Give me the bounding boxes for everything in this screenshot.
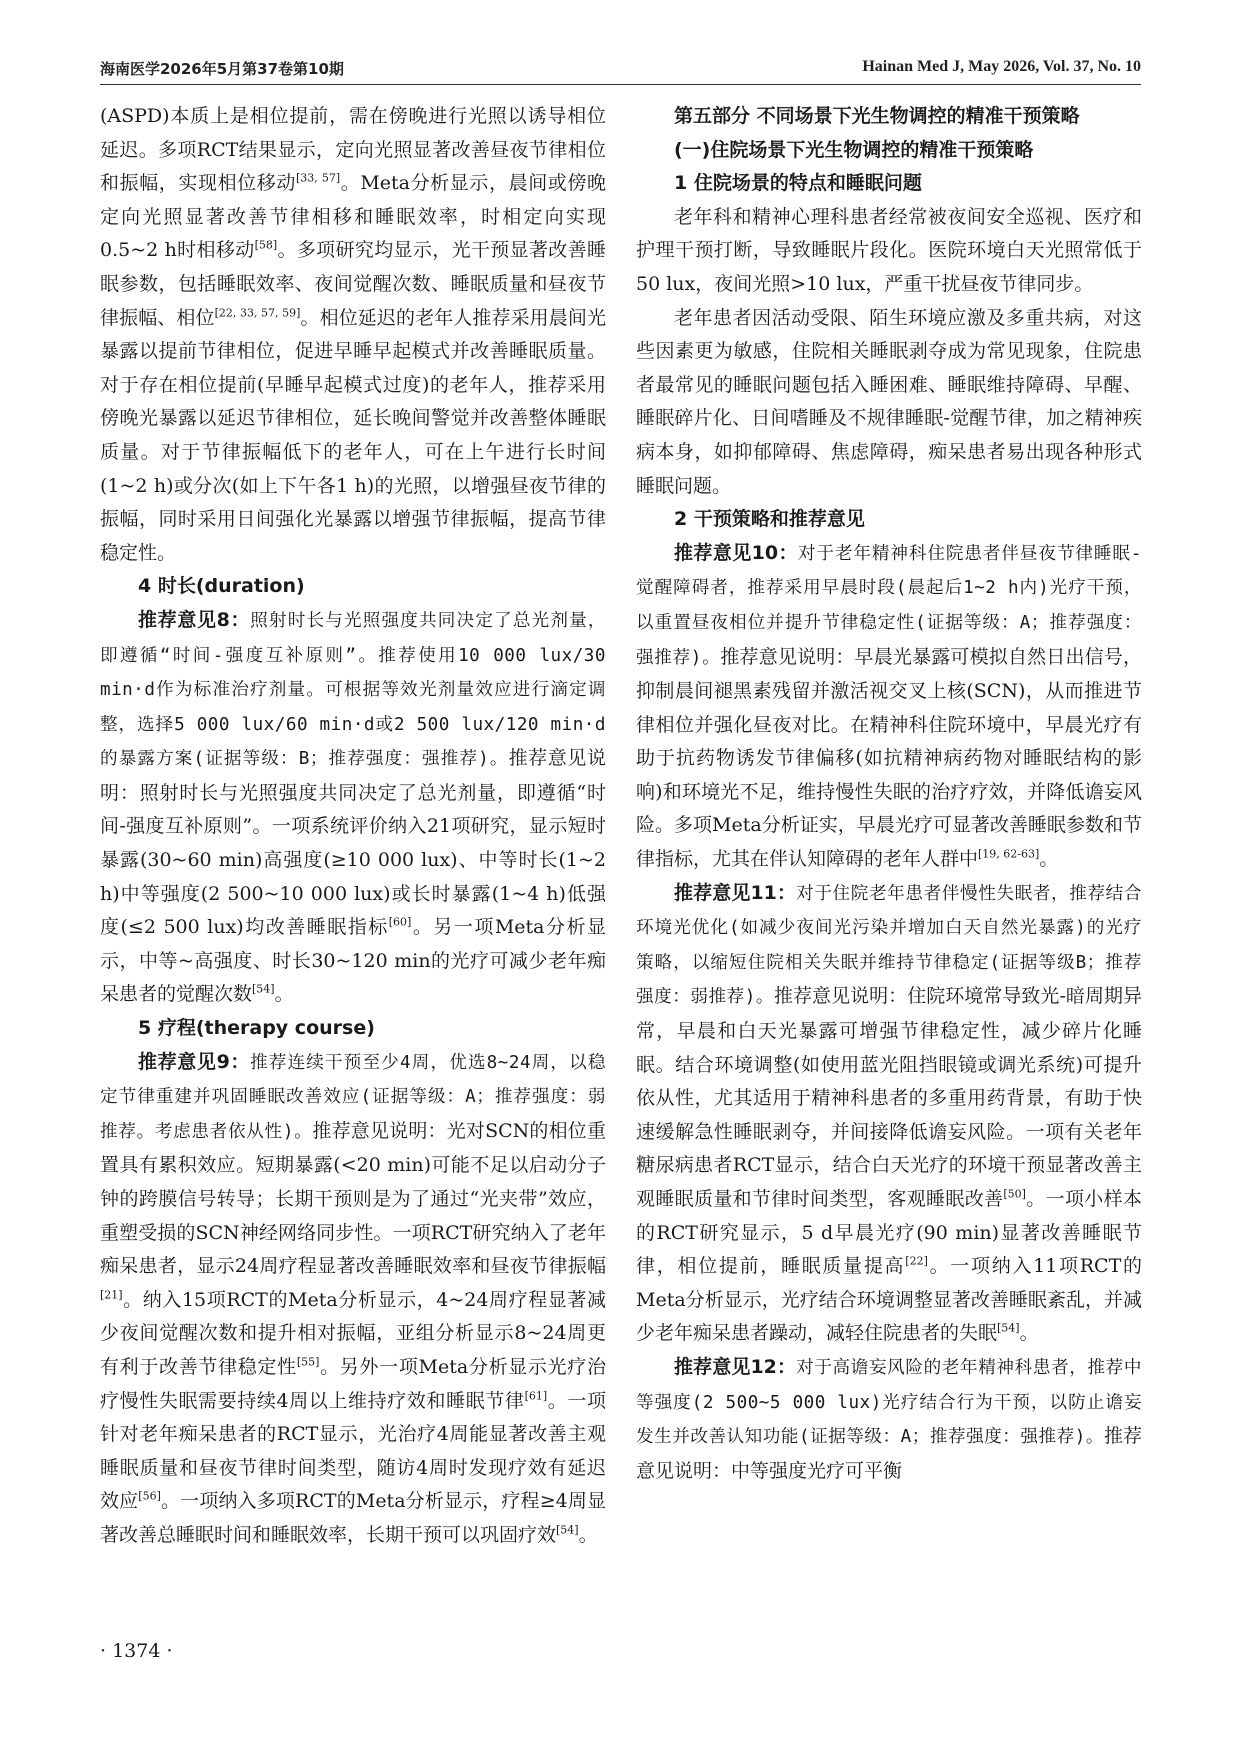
running-header-right: Hainan Med J, May 2026, Vol. 37, No. 10 bbox=[862, 58, 1141, 75]
citation: [56] bbox=[138, 1490, 161, 1504]
text-span: 。Meta分析显示，晨间或傍晚定向光照显著改善节律相移和睡眠效率，时相定向实现0.5~2 h时相移动 bbox=[100, 172, 606, 262]
text-span: 。一项小样本的RCT研究显示，5 d早晨光疗(90 min)显著改善睡眠节律，相位提前，睡眠质量提高 bbox=[636, 1188, 1142, 1278]
recommendation-label: 推荐意见9： bbox=[138, 1050, 251, 1073]
recommendation-text: 对于住院老年患者伴慢性失眠者，推荐结合环境光优化(如减少夜间光污染并增加白天自然光暴露)的光疗策略，以缩短住院相关失眠并维持节律稳定(证据等级B；推荐强度：弱推荐)。 bbox=[636, 883, 1142, 1008]
text-span: 。纳入15项RCT的Meta分析显示，4~24周疗程显著减少夜间觉醒次数和提升相对振幅，亚组分析显示8~24周更有利于改善节律稳定性 bbox=[100, 1288, 606, 1378]
recommendation-8 bbox=[100, 604, 606, 1012]
text-span: 。相位延迟的老年人推荐采用晨间光暴露以提前节律相位，促进早睡早起模式并改善睡眠质量。对于存在相位提前(早睡早起模式过度)的老年人，推荐采用傍晚光暴露以延迟节律相位，延长晚间警觉并改善整体睡眠质量。对于节律振幅低下的老年人，可在上午进行长时间(1~2 h)或分次(如上下午各1 h)的光照，以增强昼夜节律的振幅，同时采用日间强化光暴露以增强节律振幅，提高节律稳定性。 bbox=[100, 306, 606, 564]
citation: [54] bbox=[556, 1523, 579, 1537]
paragraph-inpatient-2: 老年患者因活动受限、陌生环境应激及多重共病，对这些因素更为敏感，住院相关睡眠剥夺成为常见现象，住院患者最常见的睡眠问题包括入睡困难、睡眠维持障碍、早醒、睡眠碎片化、日间嗜睡及不规律睡眠-觉醒节律，加之精神疾病本身，如抑郁障碍、焦虑障碍，痴呆患者易出现各种形式睡眠问题。 bbox=[636, 306, 1142, 497]
text-span: 。另外一项Meta分析显示光疗治疗慢性失眠需要持续4周以上维持疗效和睡眠节律 bbox=[100, 1355, 606, 1412]
recommendation-text: 照射时长与光照强度共同决定了总光剂量，即遵循“时间-强度互补原则”。推荐使用10 000 lux/30 min·d作为标准治疗剂量。可根据等效光剂量效应进行滴定调整，选择5 000 lux/60 min·d或2 500 lux/120 min·d的暴露方案(证据等级：B；推荐强度：强推荐)。 bbox=[100, 610, 606, 770]
text-span: (ASPD)本质上是相位提前，需在傍晚进行光照以诱导相位延迟。多项RCT结果显示，定向光照显著改善昼夜节律相位和振幅，实现相位移动 bbox=[100, 105, 606, 195]
text-span: 。一项纳入多项RCT的Meta分析显示，疗程≥4周显著改善总睡眠时间和睡眠效率，长期干预可以巩固疗效 bbox=[100, 1490, 606, 1546]
text-span: 推荐意见说明：中等强度光疗可平衡 bbox=[636, 1425, 1142, 1482]
text-span: 。多项研究均显示，光干预显著改善睡眠参数，包括睡眠效率、夜间觉醒次数、睡眠质量和昼夜节律振幅、相位 bbox=[100, 239, 606, 329]
text-span: 推荐意见说明：早晨光暴露可模拟自然日出信号，抑制晨间褪黑素残留并激活视交叉上核(SCN)，从而推进节律相位并强化昼夜对比。在精神科住院环境中，早晨光疗有助于抗药物诱发节律偏移(如抗精神病药物对睡眠结构的影响)和环境光不足，维持慢性失眠的治疗疗效，并降低谵妄风险。多项Meta分析证实，早晨光疗可显著改善睡眠参数和节律指标，尤其在伴认知障碍的老年人群中 bbox=[636, 645, 1142, 871]
recommendation-text: 对于老年精神科住院患者伴昼夜节律睡眠-觉醒障碍者，推荐采用早晨时段(晨起后1~2 h内)光疗干预，以重置昼夜相位并提升节律稳定性(证据等级：A；推荐强度：强推荐)。 bbox=[636, 543, 1142, 668]
citation: [54] bbox=[252, 983, 275, 997]
text-span: 。 bbox=[1019, 1322, 1039, 1345]
text-span: 推荐意见说明：照射时长与光照强度共同决定了总光剂量，即遵循“时间-强度互补原则”。一项系统评价纳入21项研究，显示短时暴露(30~60 min)高强度(≥10 000 lux)、中等时长(1~2 h)中等强度(2 500~10 000 lux)或长时暴露(1~4 h)低强度(≤2 500 lux)均改善睡眠指标 bbox=[100, 747, 606, 939]
citation: [22, 33, 57, 59] bbox=[214, 306, 301, 320]
citation: [58] bbox=[254, 239, 278, 253]
recommendation-text: 推荐连续干预至少4周，优选8~24周，以稳定节律重建并巩固睡眠改善效应(证据等级：A；推荐强度：弱推荐。考虑患者依从性)。 bbox=[100, 1052, 606, 1142]
recommendation-12 bbox=[636, 1351, 1142, 1488]
text-span: 。 bbox=[578, 1523, 598, 1546]
recommendation-label: 推荐意见11： bbox=[674, 881, 797, 904]
paragraph-aspd bbox=[100, 100, 606, 570]
paragraph-inpatient-1: 老年科和精神心理科患者经常被夜间安全巡视、医疗和护理干预打断，导致睡眠片段化。医院环境白天光照常低于50 lux，夜间光照>10 lux，严重干扰昼夜节律同步。 bbox=[636, 205, 1142, 295]
recommendation-label: 推荐意见12： bbox=[674, 1355, 797, 1378]
citation: [19, 62-63] bbox=[978, 847, 1040, 861]
text-span: 。 bbox=[274, 983, 294, 1006]
text-span: 推荐意见说明：光对SCN的相位重置具有累积效应。短期暴露(<20 min)可能不足以启动分子钟的跨膜信号转导；长期干预则是为了通过“光夹带”效应，重塑受损的SCN神经网络同步性。一项RCT研究纳入了老年痴呆患者，显示24周疗程显著改善睡眠效率和昼夜节律振幅 bbox=[100, 1119, 606, 1278]
text-span: 。一项纳入11项RCT的Meta分析显示，光疗结合环境调整显著改善睡眠紊乱，并减少老年痴呆患者躁动，减轻住院患者的失眠 bbox=[636, 1255, 1142, 1345]
citation: [50] bbox=[1003, 1187, 1026, 1201]
citation: [61] bbox=[524, 1389, 548, 1403]
part-heading-5: 第五部分 不同场景下光生物调控的精准干预策略 bbox=[674, 105, 1080, 127]
recommendation-label: 推荐意见10： bbox=[674, 541, 798, 564]
citation: [33, 57] bbox=[295, 171, 341, 185]
section-heading-strategies: 2 干预策略和推荐意见 bbox=[674, 508, 865, 531]
text-span: 。一项针对老年痴呆患者的RCT显示，光治疗4周能显著改善主观睡眠质量和昼夜节律时间类型，随访4周时发现疗效有延迟效应 bbox=[100, 1389, 606, 1513]
text-span: 。另一项Meta分析显示，中等~高强度、时长30~120 min的光疗可减少老年痴呆患者的觉醒次数 bbox=[100, 916, 606, 1006]
citation: [22] bbox=[905, 1254, 928, 1268]
citation: [55] bbox=[296, 1355, 320, 1369]
text-span: 推荐意见说明：住院环境常导致光-暗周期异常，早晨和白天光暴露可增强节律稳定性，减少碎片化睡眠。结合环境调整(如使用蓝光阻挡眼镜或调光系统)可提升依从性，尤其适用于精神科患者的多重用药背景，有助于快速缓解急性睡眠剥夺，并间接降低谵妄风险。一项有关老年糖尿病患者RCT显示，结合白天光疗的环境干预显著改善主观睡眠质量和节律时间类型，客观睡眠改善 bbox=[636, 985, 1142, 1210]
page-number: · 1374 · bbox=[100, 1640, 173, 1662]
recommendation-11 bbox=[636, 877, 1142, 1351]
running-header-left: 海南医学2026年5月第37卷第10期 bbox=[100, 60, 344, 78]
subsection-heading-inpatient: (一)住院场景下光生物调控的精准干预策略 bbox=[674, 138, 1034, 161]
section-heading-inpatient-features: 1 住院场景的特点和睡眠问题 bbox=[674, 172, 922, 195]
text-span: 。 bbox=[1039, 848, 1059, 871]
recommendation-text: 对于高谵妄风险的老年精神科患者，推荐中等强度(2 500~5 000 lux)光疗结合行为干预，以防止谵妄发生并改善认知功能(证据等级：A；推荐强度：强推荐)。 bbox=[636, 1357, 1142, 1448]
section-heading-duration: 4 时长(duration) bbox=[138, 575, 305, 598]
citation: [21] bbox=[100, 1288, 123, 1302]
header-rule bbox=[100, 84, 1141, 85]
section-heading-therapy-course: 5 疗程(therapy course) bbox=[138, 1017, 375, 1040]
citation: [54] bbox=[997, 1322, 1020, 1336]
citation: [60] bbox=[388, 915, 412, 929]
recommendation-9 bbox=[100, 1046, 606, 1553]
left-column bbox=[100, 100, 606, 1654]
recommendation-label: 推荐意见8： bbox=[138, 608, 251, 631]
right-column bbox=[636, 100, 1142, 1654]
recommendation-10 bbox=[636, 537, 1142, 877]
